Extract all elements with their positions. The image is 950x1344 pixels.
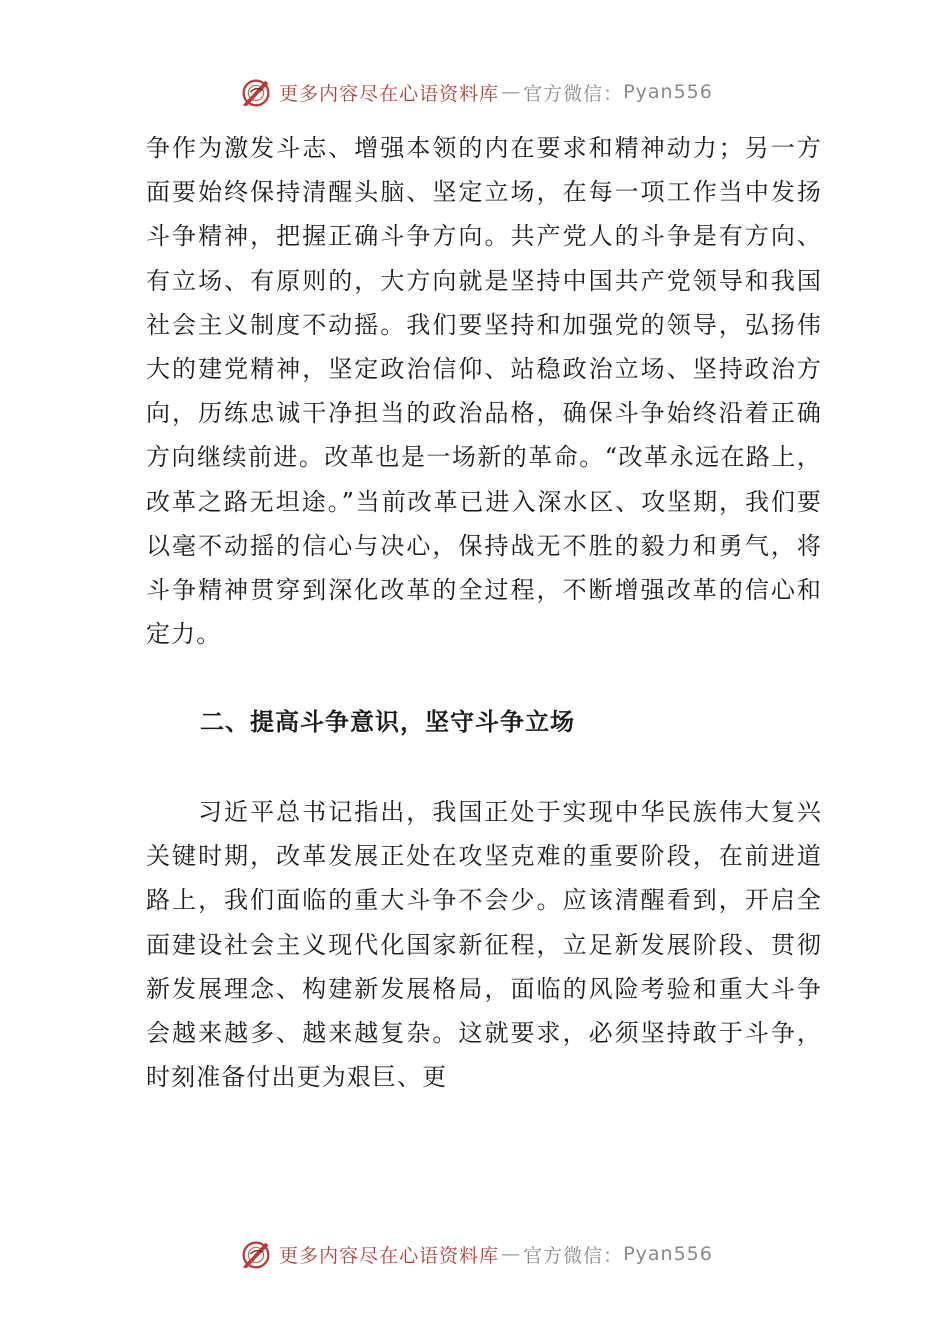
- watermark-label: 官方微信：: [523, 1244, 624, 1267]
- watermark-site-text: 更多内容尽在心语资料库: [279, 1244, 500, 1267]
- watermark-site-text: 更多内容尽在心语资料库: [279, 82, 500, 105]
- watermark-wechat-id: Pyan556: [623, 1243, 713, 1265]
- section-heading: 二、提高斗争意识，坚守斗争立场: [200, 708, 575, 736]
- watermark-dash: —: [501, 1243, 522, 1265]
- document-body: [146, 126, 822, 1092]
- paragraph-continued: 争作为激发斗志、增强本领的内在要求和精神动力；另一方面要始终保持清醒头脑、坚定立场，在每一项工作当中发扬斗争精神，把握正确斗争方向。共产党人的斗争是有方向、有立场、有原则的，大方向就是坚持中国共产党领导和我国社会主义制度不动摇。我们要坚持和加强党的领导，弘扬伟大的建党精神，坚定政治信仰、站稳政治立场、坚持政治方向，历练忠诚干净担当的政治品格，确保斗争始终沿着正确方向继续前进。改革也是一场新的革命。“改革永远在路上，改革之路无坦途。”当前改革已进入深水区、攻坚期，我们要以毫不动摇的信心与决心，保持战无不胜的毅力和勇气，将斗争精神贯穿到深化改革的全过程，不断增强改革的信心和定力。: [146, 134, 822, 649]
- brush-logo-icon: [237, 1235, 275, 1273]
- watermark-wechat-id: Pyan556: [623, 81, 713, 103]
- header-watermark: [0, 70, 950, 114]
- watermark-label: 官方微信：: [523, 82, 624, 105]
- footer-watermark: [0, 1232, 950, 1276]
- watermark-dash: —: [501, 81, 522, 103]
- paragraph-section-2: 习近平总书记指出，我国正处于实现中华民族伟大复兴关键时期，改革发展正处在攻坚克难的重要阶段，在前进道路上，我们面临的重大斗争不会少。应该清醒看到，开启全面建设社会主义现代化国家新征程，立足新发展阶段、贯彻新发展理念、构建新发展格局，面临的风险考验和重大斗争会越来越多、越来越复杂。这就要求，必须坚持敢于斗争，时刻准备付出更为艰巨、更: [146, 798, 822, 1092]
- brush-logo-icon: [237, 73, 275, 111]
